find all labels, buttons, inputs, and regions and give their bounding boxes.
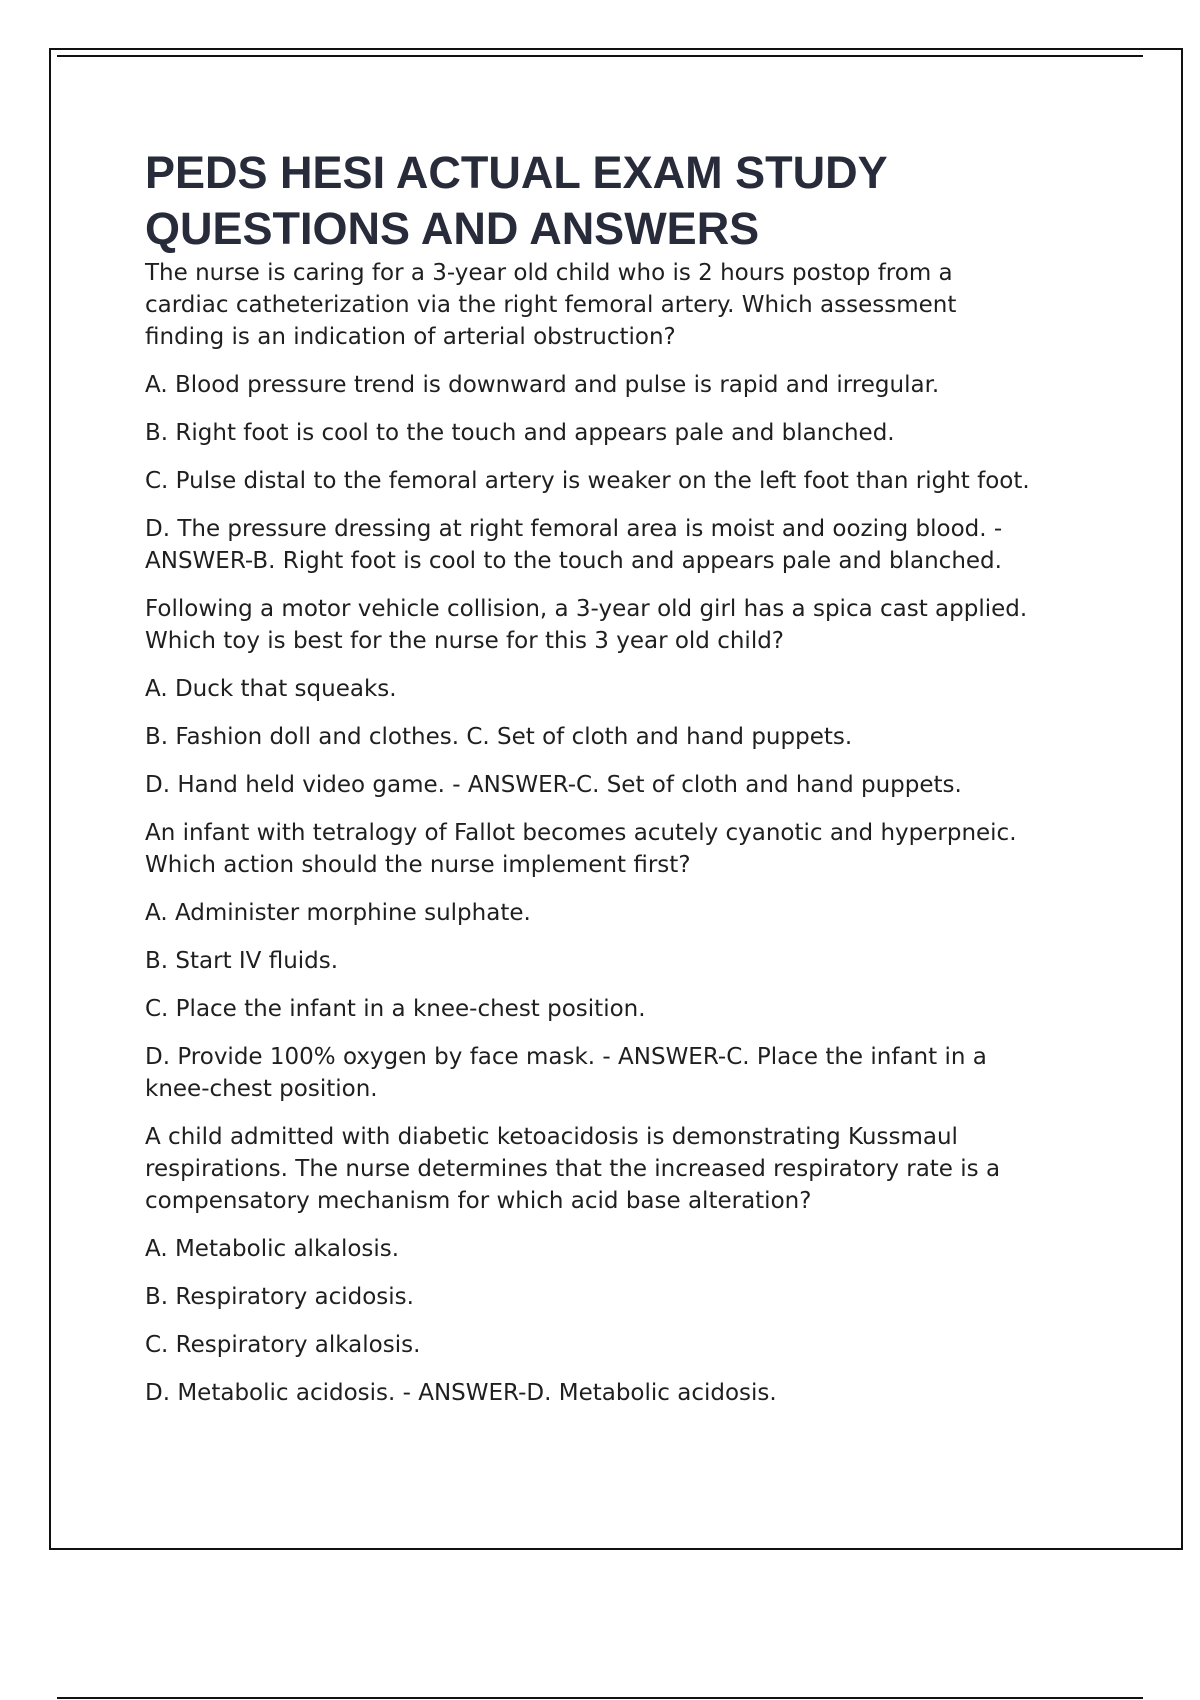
question-1-option-b: B. Right foot is cool to the touch and appears pale and blanched. [145, 420, 895, 446]
question-4-option-a: A. Metabolic alkalosis. [145, 1236, 400, 1262]
question-4-option-d-answer: D. Metabolic acidosis. - ANSWER-D. Metabolic acidosis. [145, 1380, 777, 1406]
question-3-option-b: B. Start IV fluids. [145, 948, 339, 974]
question-2-option-b-c: B. Fashion doll and clothes. C. Set of cloth and hand puppets. [145, 724, 853, 750]
question-2-option-d-answer: D. Hand held video game. - ANSWER-C. Set of cloth and hand puppets. [145, 772, 962, 798]
question-4-option-b: B. Respiratory acidosis. [145, 1284, 414, 1310]
question-3-option-a: A. Administer morphine sulphate. [145, 900, 531, 926]
document-content [145, 145, 1085, 1425]
question-2-option-a: A. Duck that squeaks. [145, 676, 397, 702]
question-3-option-c: C. Place the infant in a knee-chest position. [145, 996, 646, 1022]
question-1-stem: The nurse is caring for a 3-year old child who is 2 hours postop from a cardiac catheterization via the right femoral artery. Which assessment finding is an indication of arterial obstruction? [145, 260, 957, 350]
question-4-option-c: C. Respiratory alkalosis. [145, 1332, 421, 1358]
question-3-option-d-answer: D. Provide 100% oxygen by face mask. - ANSWER-C. Place the infant in a knee-chest position. [145, 1044, 987, 1102]
question-3-stem: An infant with tetralogy of Fallot becomes acutely cyanotic and hyperpneic. Which action should the nurse implement first? [145, 820, 1017, 878]
question-1-option-d-answer: D. The pressure dressing at right femoral area is moist and oozing blood. - ANSWER-B. Right foot is cool to the touch and appears pale and blanched. [145, 516, 1003, 574]
page-title: PEDS HESI ACTUAL EXAM STUDY QUESTIONS AND ANSWERS [145, 147, 888, 254]
question-1-option-c: C. Pulse distal to the femoral artery is weaker on the left foot than right foot. [145, 468, 1030, 494]
bottom-rule [57, 1697, 1143, 1699]
question-1-option-a: A. Blood pressure trend is downward and pulse is rapid and irregular. [145, 372, 940, 398]
question-4-stem: A child admitted with diabetic ketoacidosis is demonstrating Kussmaul respirations. The nurse determines that the increased respiratory rate is a compensatory mechanism for which acid base alteration? [145, 1124, 1001, 1214]
question-2-stem: Following a motor vehicle collision, a 3-year old girl has a spica cast applied. Which toy is best for the nurse for this 3 year old child? [145, 596, 1028, 654]
